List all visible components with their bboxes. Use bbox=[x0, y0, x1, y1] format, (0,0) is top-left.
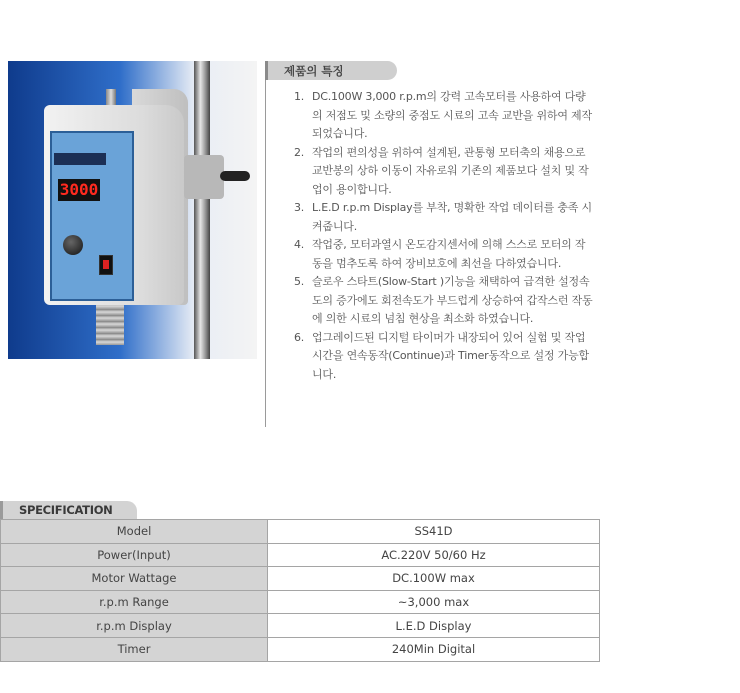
feature-item: 1. DC.100W 3,000 r.p.m의 강력 고속모터를 사용하여 다량의 저점도 및 소량의 중점도 시료의 고속 교반을 위하여 제작 되었습니다. bbox=[294, 90, 592, 140]
specification-table bbox=[0, 519, 600, 662]
features-heading-tab bbox=[265, 61, 397, 80]
speed-knob bbox=[63, 235, 83, 255]
led-display: 3000 bbox=[59, 180, 99, 199]
power-switch bbox=[99, 255, 113, 275]
stand-clamp bbox=[184, 155, 224, 199]
spec-key: r.p.m Range bbox=[1, 590, 268, 614]
feature-divider bbox=[265, 80, 266, 427]
feature-item: 5. 슬로우 스타트(Slow-Start )기능을 채택하여 급격한 설정속도의 증가에도 회전속도가 부드럽게 상승하여 갑작스런 작동에 의한 시료의 넘침 현상을 최소화 하였습니다. bbox=[294, 275, 593, 325]
stand-rod bbox=[194, 61, 210, 359]
clamp-handle bbox=[220, 171, 250, 181]
spec-value: 240Min Digital bbox=[268, 637, 600, 661]
feature-item: 3. L.E.D r.p.m Display를 부착, 명확한 작업 데이터를 충족 시켜줍니다. bbox=[294, 201, 592, 233]
features-heading: 제품의 특징 bbox=[284, 64, 344, 78]
spec-key: Motor Wattage bbox=[1, 567, 268, 591]
spec-value: ~3,000 max bbox=[268, 590, 600, 614]
spec-value: L.E.D Display bbox=[268, 614, 600, 638]
product-photo bbox=[8, 61, 257, 359]
table-row bbox=[1, 567, 600, 591]
table-row bbox=[1, 590, 600, 614]
spec-key: Power(Input) bbox=[1, 543, 268, 567]
table-row bbox=[1, 520, 600, 544]
chuck bbox=[96, 305, 124, 345]
table-row bbox=[1, 637, 600, 661]
feature-item: 4. 작업중, 모터과열시 온도감지센서에 의해 스스로 모터의 작동을 멈추도록 하여 장비보호에 최선을 다하였습니다. bbox=[294, 238, 586, 270]
spec-key: Timer bbox=[1, 637, 268, 661]
table-row bbox=[1, 543, 600, 567]
spec-value: DC.100W max bbox=[268, 567, 600, 591]
feature-item: 6. 업그레이드된 디지털 타이머가 내장되어 있어 실험 및 작업시간을 연속동작(Continue)과 Timer동작으로 설정 가능합니다. bbox=[294, 330, 589, 381]
spec-key: Model bbox=[1, 520, 268, 544]
feature-item: 2. 작업의 편의성을 위하여 설계된, 관통형 모터축의 채용으로 교반봉의 상하 이동이 자유로워 기존의 제품보다 설치 및 작업이 용이합니다. bbox=[294, 145, 589, 196]
feature-list bbox=[282, 88, 594, 384]
brand-label bbox=[54, 153, 106, 165]
table-row bbox=[1, 614, 600, 638]
specification-heading-tab bbox=[0, 501, 137, 520]
spec-value: AC.220V 50/60 Hz bbox=[268, 543, 600, 567]
spec-key: r.p.m Display bbox=[1, 614, 268, 638]
spec-value: SS41D bbox=[268, 520, 600, 544]
specification-heading: SPECIFICATION bbox=[19, 503, 113, 517]
